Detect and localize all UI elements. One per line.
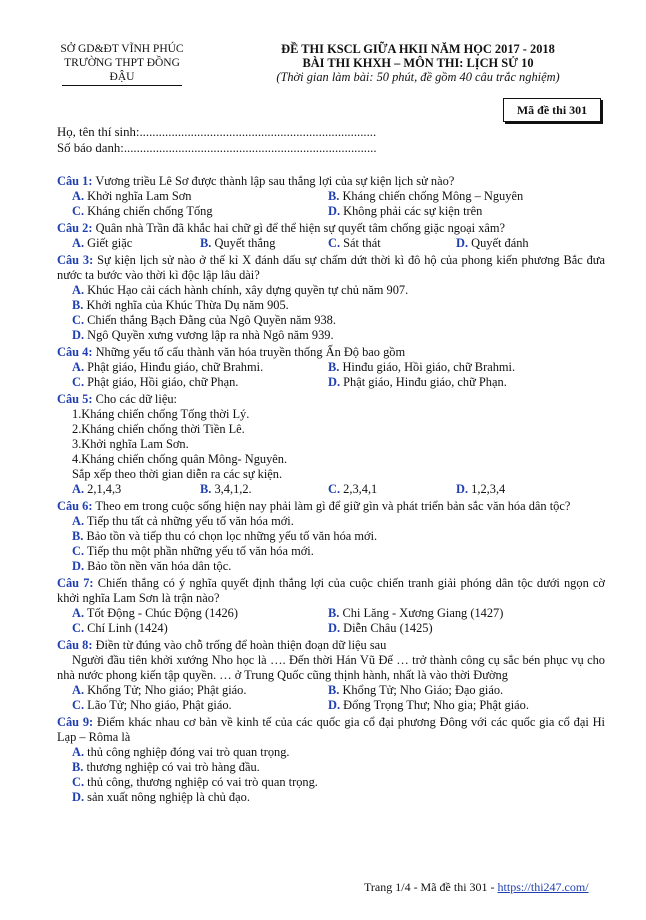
option-text: 2,3,4,1 [343,482,378,496]
option-text: Lão Tử; Nho giáo, Phật giáo. [87,698,232,712]
option-text: Kháng chiến chống Tống [87,204,213,218]
answer-option [72,514,605,529]
question-1 [57,174,605,219]
question-text: Những yếu tố cấu thành văn hóa truyền thống Ấn Độ bao gồm [95,345,406,359]
option-text: Tiếp thu một phần những yếu tố văn hóa mới. [86,544,314,558]
option-letter: A. [72,482,85,496]
option-letter: A. [72,745,85,759]
header-underline [62,85,182,86]
option-text: Quyết đánh [471,236,529,250]
question-list [57,174,605,805]
option-letter: A. [72,283,85,297]
option-letter: B. [72,529,84,543]
option-text: Hinđu giáo, Hồi giáo, chữ Brahmi. [342,360,516,374]
question-stem [57,221,605,236]
question-label: Câu 9: [57,715,94,729]
answer-option [72,544,605,559]
student-info [57,124,377,156]
question-text: Quân nhà Trần đã khắc hai chữ gì để thể hiện sự quyết tâm chống giặc ngoại xâm? [95,221,506,235]
answer-option [72,775,605,790]
exam-code-box: Mã đề thi 301 [503,98,601,122]
question-stem [57,174,605,189]
option-text: Kháng chiến chống Mông – Nguyên [342,189,524,203]
answer-option [328,204,605,219]
option-letter: C. [72,204,85,218]
question-stem [57,715,605,745]
answer-option [328,236,456,251]
option-text: Khúc Hạo cải cách hành chính, xây dựng quyền tự chủ năm 907. [87,283,409,297]
option-letter: B. [328,606,340,620]
option-letter: A. [72,683,85,697]
option-text: 1,2,3,4 [471,482,506,496]
option-text: Ngô Quyền xưng vương lập ra nhà Ngô năm 939. [87,328,334,342]
answer-options [57,236,605,251]
question-label: Câu 6: [57,499,93,513]
option-letter: C. [72,698,85,712]
option-letter: B. [200,482,212,496]
option-letter: C. [328,236,341,250]
option-text: 3,4,1,2. [214,482,252,496]
answer-option [328,698,605,713]
answer-option [72,328,605,343]
answer-option [72,683,328,698]
option-letter: D. [328,621,341,635]
answer-options [57,482,605,497]
department-name: SỞ GD&ĐT VĨNH PHÚC [60,43,184,55]
option-letter: A. [72,606,85,620]
school-name: TRƯỜNG THPT ĐỒNG ĐẬU [64,57,180,83]
option-letter: C. [72,544,85,558]
option-text: Bảo tồn nền văn hóa dân tộc. [87,559,232,573]
option-text: thương nghiệp có vai trò hàng đầu. [86,760,260,774]
data-list-item: 1.Kháng chiến chống Tống thời Lý. [72,407,250,421]
answer-option [328,621,605,636]
option-text: Tiếp thu tất cả những yếu tố văn hóa mới. [86,514,294,528]
option-letter: B. [328,360,340,374]
answer-option [200,482,328,497]
answer-option [72,298,605,313]
option-text: Giết giặc [87,236,133,250]
question-text: Theo em trong cuộc sống hiện nay phải làm gì để giữ gìn và phát triển bản sắc văn hóa dân tộc? [95,499,571,513]
option-text: Phật giáo, Hinđu giáo, chữ Brahmi. [87,360,264,374]
option-letter: A. [72,236,85,250]
question-5 [57,392,605,497]
question-8 [57,638,605,713]
answer-option [328,606,605,621]
answer-option [328,360,605,375]
answer-option [72,790,605,805]
footer-page-info: Trang 1/4 - Mã đề thi 301 - [364,880,498,894]
question-label: Câu 3: [57,253,94,267]
answer-option [72,745,605,760]
option-letter: A. [72,514,85,528]
school-header [52,42,192,86]
answer-option [72,283,605,298]
answer-option [72,313,605,328]
option-text: Tốt Động - Chúc Động (1426) [86,606,238,620]
option-letter: C. [72,775,85,789]
option-text: sản xuất nông nghiệp là chủ đạo. [87,790,250,804]
option-text: Khởi nghĩa của Khúc Thừa Dụ năm 905. [86,298,289,312]
question-stem [57,499,605,514]
question-label: Câu 1: [57,174,93,188]
answer-option [456,482,605,497]
question-stem [57,576,605,606]
option-text: Không phải các sự kiện trên [343,204,483,218]
option-text: Khổng Tử; Nho Giáo; Đạo giáo. [342,683,504,697]
option-letter: D. [456,236,469,250]
option-letter: D. [456,482,469,496]
question-3 [57,253,605,343]
exam-subject: BÀI THI KHXH – MÔN THI: LỊCH SỬ 10 [302,56,534,70]
option-letter: A. [72,189,85,203]
answer-options [57,360,605,390]
answer-option [328,482,456,497]
question-stem [57,253,605,283]
question-stem [57,345,605,360]
option-text: Khổng Tử; Nho giáo; Phật giáo. [87,683,247,697]
option-letter: B. [328,683,340,697]
answer-option [72,375,328,390]
option-text: thủ công, thương nghiệp có vai trò quan trọng. [87,775,318,789]
answer-option [72,621,328,636]
fill-in-passage: Người đầu tiên khởi xướng Nho học là …. Đến thời Hán Vũ Đế … trở thành công cụ sắc bén phục vụ cho nhà nước phong kiến tập quyền. … ở Trung Quốc cũng thịnh hành, nhất là vào thời Đường [57,653,605,682]
option-text: Diễn Châu (1425) [343,621,433,635]
option-letter: D. [72,328,85,342]
question-6 [57,499,605,574]
answer-option [328,189,605,204]
answer-option [72,529,605,544]
answer-option [72,204,328,219]
question-2 [57,221,605,251]
option-text: 2,1,4,3 [87,482,122,496]
option-text: Quyết thắng [214,236,276,250]
option-text: Chi Lăng - Xương Giang (1427) [342,606,504,620]
data-list-item: 4.Kháng chiến chống quân Mông- Nguyên. [72,452,288,466]
option-text: Chí Linh (1424) [87,621,168,635]
option-letter: D. [72,790,85,804]
question-text: Vương triều Lê Sơ được thành lập sau thắng lợi của sự kiện lịch sử nào? [95,174,455,188]
question-label: Câu 2: [57,221,93,235]
answer-option [328,375,605,390]
answer-option [72,760,605,775]
exam-duration: (Thời gian làm bài: 50 phút, đề gồm 40 câu trắc nghiệm) [276,70,560,84]
data-list-item: Sắp xếp theo thời gian diễn ra các sự kiện. [72,467,283,481]
option-letter: B. [72,760,84,774]
answer-option [72,189,328,204]
question-7 [57,576,605,636]
answer-option [72,360,328,375]
option-letter: A. [72,360,85,374]
option-letter: C. [72,375,85,389]
question-4 [57,345,605,390]
data-list-item: 3.Khởi nghĩa Lam Sơn. [72,437,189,451]
page-footer [364,880,589,895]
option-text: Sát thát [343,236,381,250]
option-letter: C. [72,313,85,327]
student-name-line: Họ, tên thí sinh:.......................................................................... [57,125,377,139]
answer-option [456,236,605,251]
question-text: Điểm khác nhau cơ bản về kinh tế của các quốc gia cổ đại phương Đông với các quốc gia cổ đại Hi Lạp – Rôma là [57,715,605,744]
option-letter: D. [72,559,85,573]
answer-option [72,236,200,251]
question-label: Câu 4: [57,345,93,359]
option-text: Phật giáo, Hồi giáo, chữ Phạn. [87,375,239,389]
question-stem [57,638,605,653]
student-id-line: Số báo danh:............................................................................... [57,141,377,155]
question-label: Câu 8: [57,638,93,652]
option-text: Bảo tồn và tiếp thu có chọn lọc những yếu tố văn hóa mới. [86,529,378,543]
answer-options [57,606,605,636]
question-text: Sự kiện lịch sử nào ở thế kỉ X đánh dấu sự chấm dứt thời kì đô hộ của phong kiến phương Bắc đưa nước ta bước vào thời kì độc lập lâu dài? [57,253,605,282]
question-stem [57,392,605,407]
option-text: Chiến thắng Bạch Đằng của Ngô Quyền năm 938. [87,313,336,327]
option-letter: D. [328,204,341,218]
option-text: Đổng Trọng Thư; Nho gia; Phật giáo. [343,698,529,712]
answer-option [72,606,328,621]
answer-options [57,745,605,805]
option-text: thủ công nghiệp đóng vai trò quan trọng. [87,745,290,759]
question-text: Điền từ đúng vào chỗ trống để hoàn thiện đoạn dữ liệu sau [95,638,387,652]
question-text: Cho các dữ liệu: [95,392,177,406]
option-letter: D. [328,375,341,389]
exam-title: ĐỀ THI KSCL GIỮA HKII NĂM HỌC 2017 - 2018 [281,42,555,56]
option-letter: C. [328,482,341,496]
question-9 [57,715,605,805]
exam-header [238,42,598,84]
answer-options [57,189,605,219]
option-letter: C. [72,621,85,635]
answer-option [72,698,328,713]
option-letter: B. [72,298,84,312]
footer-link[interactable]: https://thi247.com/ [497,880,589,894]
answer-option [200,236,328,251]
option-letter: B. [200,236,212,250]
option-text: Phật giáo, Hinđu giáo, chữ Phạn. [343,375,507,389]
question-text: Chiến thắng có ý nghĩa quyết định thắng lợi của cuộc chiến tranh giải phóng dân tộc dưới ngọn cờ khởi nghĩa Lam Sơn là trận nào? [57,576,605,605]
answer-options [57,683,605,713]
answer-options [57,514,605,574]
data-list-item: 2.Kháng chiến chống thời Tiền Lê. [72,422,245,436]
answer-options [57,283,605,343]
answer-option [72,559,605,574]
option-text: Khởi nghĩa Lam Sơn [87,189,192,203]
answer-option [328,683,605,698]
question-label: Câu 7: [57,576,94,590]
option-letter: B. [328,189,340,203]
answer-option [72,482,200,497]
question-label: Câu 5: [57,392,93,406]
option-letter: D. [328,698,341,712]
